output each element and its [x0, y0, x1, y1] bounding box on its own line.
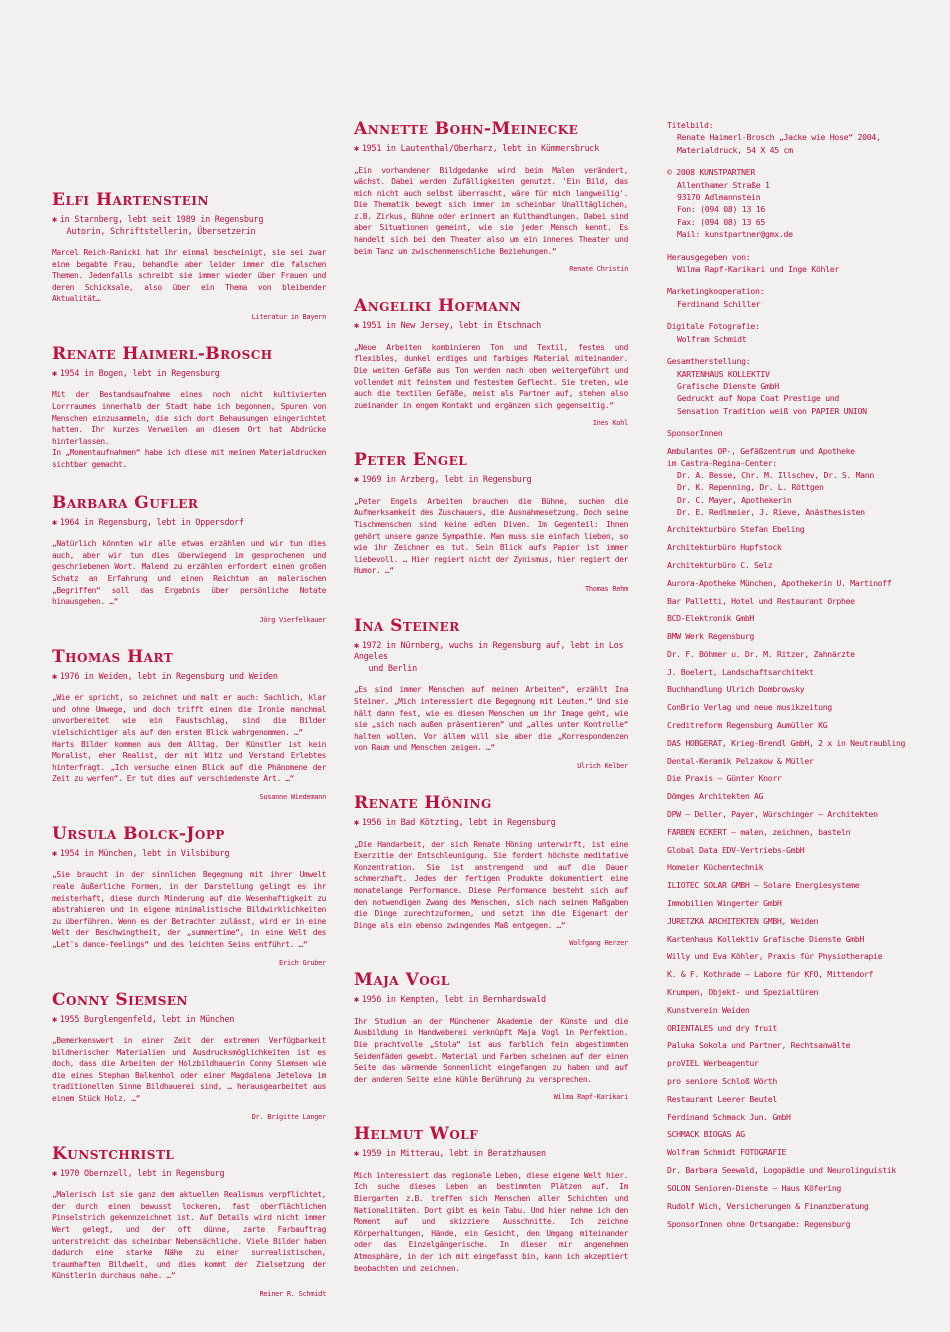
sponsor-item: ILIOTEC SOLAR GMBH – Solare Energiesysteme	[667, 880, 860, 891]
imprint-line: Fon: (094 08) 13 16	[677, 204, 765, 215]
artist-bio	[354, 640, 628, 675]
artist-entry	[52, 190, 326, 322]
artist-bio-text: 1972 in Nürnberg, wuchs in Regensburg auf, lebt in Los Angeles und Berlin	[354, 639, 624, 673]
artist-quote: Ihr Studium an der Münchener Akademie der Künste und die Ausbildung in Handweberei verknüpft Maja Vogl in Perfektion. Die prachtvolle „Stola“ ist aus farblich fein abgestimmten Seidenfäden gewebt. Material und Farben scheinen auf der einen Seite das wärmende Sonnenlicht eingefangen zu haben und auf der anderen Seite eine kühle Berührung zu versprechen.	[354, 1016, 628, 1084]
imprint-heading: © 2008 KUNSTPARTNER	[667, 167, 755, 178]
quote-author: Susanne Wiedemann	[259, 792, 326, 801]
quote-author: Ulrich Kelber	[577, 762, 628, 771]
imprint-heading: Digitale Fotografie:	[667, 321, 760, 332]
artist-bio-text: 1969 in Arzberg, lebt in Regensburg	[361, 474, 532, 485]
imprint-line: Fax: (094 08) 13 65	[677, 216, 765, 227]
artist-entry	[52, 990, 326, 1122]
artist-entry	[354, 1124, 628, 1274]
artist-column-middle	[354, 119, 628, 1296]
artist-bio	[354, 994, 628, 1006]
artist-bio-text: 1954 in Bogen, lebt in Regensburg	[59, 367, 220, 378]
artist-bio	[52, 848, 326, 860]
sponsor-item: Homeier Küchentechnik	[667, 862, 764, 873]
artist-bio	[52, 1014, 326, 1026]
artist-bio-text: 1956 in Bad Kötzting, lebt in Regensburg	[361, 817, 556, 828]
imprint-block	[667, 355, 879, 417]
sponsor-item: Aurora-Apotheke München, Apothekerin U. Martinoff	[667, 577, 892, 588]
sponsor-item: Architekturbüro Hupfstock	[667, 542, 782, 553]
artist-bio-text: 1964 in Regensburg, lebt in Oppersdorf	[59, 516, 244, 527]
sponsor-main-location: im Castra-Regina-Center:	[667, 457, 777, 468]
sponsor-sub-item: Dr. A. Besse, Chr. M. Illschev, Dr. S. Mann	[677, 470, 874, 481]
sponsor-item: ORIENTALES und dry fruit	[667, 1022, 777, 1033]
imprint-block	[667, 251, 879, 276]
artist-name: Ina Steiner	[354, 615, 460, 636]
quote-author: Literatur in Bayern	[251, 312, 326, 321]
artist-name: Peter Engel	[354, 450, 468, 471]
imprint	[667, 119, 879, 417]
sponsor-item: Wolfram Schmidt FOTOGRAFIE	[667, 1147, 787, 1158]
quote-author: Reiner R. Schmidt	[259, 1289, 326, 1298]
sponsor-item: FARBEN ECKERT – malen, zeichnen, basteln	[667, 826, 851, 837]
imprint-line: Materialdruck, 54 X 45 cm	[677, 144, 793, 155]
imprint-line: Gedruckt auf Nopa Coat Prestige und	[677, 393, 840, 404]
artist-name: Renate Höning	[354, 793, 492, 814]
artist-name: Conny Siemsen	[52, 989, 189, 1010]
artist-entry	[354, 119, 628, 274]
artist-name: Kunstchristl	[52, 1143, 175, 1164]
artist-bio-text: in Starnberg, lebt seit 1989 in Regensburg Autorin, Schriftstellerin, Übersetzerin	[59, 214, 264, 236]
sponsor-item: Ferdinand Schmack Jun. GmbH	[667, 1111, 791, 1122]
artist-entry	[354, 616, 628, 771]
quote-author: Jörg Vierfelkauer	[259, 615, 326, 624]
artist-quote: „Bemerkenswert in einer Zeit der extremen Verfügbarkeit bildnerischer Materialien und Ausdrucksmöglichkeiten ist es doch, dass die Arbeiten der Holzbildhauerin Conny Siemsen wie die eines Stephan Balkenhol oder einer Magdalena Jetelova im traditionellen Sinne Bildhauerei sind, … herausgearbeitet aus einem Stück Holz. …“	[52, 1036, 326, 1104]
imprint-block	[667, 166, 879, 240]
artist-bio	[52, 517, 326, 529]
sponsor-item: DAS HOBGERAT, Krieg-Brendl GmbH, 2 x in Neutraubling	[667, 737, 906, 748]
artist-quote: „Wie er spricht, so zeichnet und malt er auch: Sachlich, klar und ohne Umwege, und doch trifft einen die Ironie manchmal unvorbereitet wie ein Faustschlag, sind die Bilder vielschichtiger als auf den ersten Blick wahrgenommen. …“ Harts Bilder kommen aus dem Alltag. Der Künstler ist kein Moralist, eher Realist, der mit Witz und Verstand Erlebtes hinterfragt. „Ich versuche einen Blick auf die Phänomene der Zeit zu werfen“. Er tut dies auf verschiedenste Art. …“	[52, 693, 326, 784]
artist-entry	[52, 647, 326, 802]
sponsor-item: Krumpen, Objekt- und Spezialtüren	[667, 987, 819, 998]
star-icon: ✱	[52, 847, 57, 858]
sponsor-item: ConBrio Verlag und neue musikzeitung	[667, 702, 832, 713]
imprint-line: Wolfram Schmidt	[677, 333, 747, 344]
sponsor-sub-list	[667, 469, 879, 518]
sponsor-sub-item: Dr. K. Repenning, Dr. L. Röttgen	[677, 482, 824, 493]
sponsor-item: SOLON Senioren-Dienste – Haus Köfering	[667, 1182, 842, 1193]
artist-quote: „Sie braucht in der sinnlichen Begegnung mit ihrer Umwelt reale äußerliche Formen, in der Darstellung gelingt es ihr meisterhaft, diese durch Minderung auf die Wesenhaftigkeit zu abstrahieren und in eigene minimalistische Bildwirklichkeiten zu überführen. Wenn es der Betrachter zulässt, wird er in eine Welt der Beschwingtheit, der „summertime“, in eine Welt des „Let's dance-feelings“ und des leichten Seins entführt. …“	[52, 870, 326, 949]
quote-author: Dr. Brigitte Langer	[251, 1112, 326, 1121]
sponsor-item: SCHMACK BIOGAS AG	[667, 1129, 745, 1140]
sponsors-heading: SponsorInnen	[667, 428, 723, 439]
artist-bio	[354, 320, 628, 332]
artist-name: Ursula Bolck-Jopp	[52, 823, 225, 844]
sponsor-item: Die Praxis – Günter Knorr	[667, 773, 782, 784]
star-icon: ✱	[354, 817, 359, 828]
imprint-line: Grafische Dienste GmbH	[677, 380, 779, 391]
imprint-line: 93170 Adlmannstein	[677, 192, 761, 203]
imprint-heading: Herausgegeben von:	[667, 251, 751, 262]
artist-bio-text: 1956 in Kempten, lebt in Bernhardswald	[361, 994, 546, 1005]
artist-entry	[354, 296, 628, 428]
sponsor-main: Ambulantes OP-, Gefäßzentrum und Apotheke	[667, 445, 855, 456]
artist-quote: „Ein vorhandener Bildgedanke wird beim Malen verändert, wächst. Dabei werden Zufälligkeiten genutzt. 'Ein Bild, das mich nicht auch selbst überrascht, wäre für mich langweilig'. Die Thematik bewegt sich immer im scheinbar Unalltäglichen, z.B. Zirkus, Bühne oder erinnert an Kulthandlungen. Dabei sind aber Situationen gemeint, wie sie jeder Mensch kennt. Es handelt sich bei dem Theater also um ein inneres Theater und beim Tanz um zwischenmenschliche Beziehungen.“	[354, 165, 628, 256]
artist-bio	[354, 143, 628, 155]
star-icon: ✱	[52, 214, 57, 224]
artist-entry	[52, 1144, 326, 1299]
artist-bio	[52, 1168, 326, 1180]
artist-bio	[354, 1148, 628, 1160]
artist-bio-text: 1951 in New Jersey, lebt in Etschnach	[361, 320, 542, 331]
artist-name: Barbara Gufler	[52, 492, 199, 513]
sponsor-item: pro seniore Schloß Wörth	[667, 1076, 777, 1087]
artist-bio	[52, 671, 326, 683]
star-icon: ✱	[354, 320, 359, 331]
artist-name: Renate Haimerl-Brosch	[52, 343, 273, 364]
artist-bio-text: 1976 in Weiden, lebt in Regensburg und Weiden	[59, 670, 278, 681]
quote-author: Ines Kohl	[592, 419, 628, 428]
imprint-block	[667, 320, 879, 345]
sponsor-item: Dr. F. Böhmer u. Dr. M. Ritzer, Zahnärzte	[667, 648, 855, 659]
sponsor-item: JURETZKA ARCHITEKTEN GMBH, Weiden	[667, 915, 819, 926]
sponsor-item: Dental-Keramik Pelzakow & Müller	[667, 755, 814, 766]
sponsor-list	[667, 523, 906, 1212]
imprint-line: Sensation Tradition weiß von PAPIER UNION	[677, 405, 867, 416]
imprint-heading: Titelbild:	[667, 120, 714, 130]
imprint-heading: Marketingkooperation:	[667, 286, 765, 297]
sponsor-item: Dr. Barbara Seewald, Logopädie und Neurolinguistik	[667, 1165, 896, 1175]
artist-column-left	[52, 190, 326, 1321]
star-icon: ✱	[52, 516, 57, 527]
star-icon: ✱	[52, 367, 57, 378]
sponsor-sub-item: Dr. C. Mayer, Apothekerin	[677, 494, 792, 505]
artist-name: Maja Vogl	[354, 970, 450, 991]
star-icon: ✱	[354, 639, 359, 650]
artist-entry	[354, 970, 628, 1102]
sponsor-item: K. & F. Kothrade – Labore für KFO, Mittendorf	[667, 969, 874, 980]
artist-bio	[52, 214, 326, 237]
artist-bio-text: 1970 Obernzell, lebt in Regensburg	[59, 1167, 225, 1178]
artist-bio	[354, 817, 628, 829]
star-icon: ✱	[354, 1148, 359, 1159]
artist-quote: „Peter Engels Arbeiten brauchen die Bühne, suchen die Aufmerksamkeit des Zuschauers, die Ausnahmesetzung. Doch seine Tischmenschen sind keine edlen Diven. Im Gegenteil: Ihnen gehört unsere ganze Sympathie. Man muss sie einfach lieben, so wie ihr Zeichner es tut. Sein Blick aufs Papier ist immer liebevoll. … Hier regiert nicht der Zynismus, hier regiert der Humor. …“	[354, 496, 628, 576]
artist-quote: „Es sind immer Menschen auf meinen Arbeiten“, erzählt Ina Steiner. „Mich interessiert die Begegnung mit Leuten.“ Und sie hält dann fest, wie es diesen Menschen um ihr Image geht, wie sie „sich nach außen präsentieren“ und „alles unter Kontrolle“ halten wollen. Vor allem will sie aber die „Korrespondenzen von Raum und Menschen zeigen. …“	[354, 685, 628, 753]
imprint-line: Renate Haimerl-Brosch „Jacke wie Hose“ 2004,	[677, 132, 881, 143]
artist-quote: „Natürlich könnten wir alle etwas erzählen und wir tun dies auch, aber wir tun dies überwiegend im gesprochenen und geschriebenen Wort. Malend zu erzählen erfordert einen großen Schatz an Erfahrung und einen Reichtum an malerischen „Begriffen“ soll das Ergebnis über persönliche Notate hinausgehen. …“	[52, 539, 326, 607]
artist-bio	[354, 474, 628, 486]
artist-entry	[354, 793, 628, 948]
star-icon: ✱	[52, 1167, 57, 1178]
sponsor-item: DPW – Deller, Payer, Würschinger – Architekten	[667, 809, 878, 820]
imprint-line: Wilma Rapf-Karikari und Inge Köhler	[677, 264, 840, 275]
artist-quote: Marcel Reich-Ranicki hat ihr einmal bescheinigt, sie sei zwar eine begabte Frau, behandle aber leider immer die falschen Themen. Jedenfalls schreibt sie immer wieder über Frauen und deren Schicksale, also über ein Thema von bleibender Aktualität…	[52, 248, 326, 304]
artist-name: Helmut Wolf	[354, 1124, 479, 1145]
sponsor-item: proVIEL Werbeagentur	[667, 1058, 759, 1069]
star-icon: ✱	[52, 670, 57, 681]
artist-quote: „Die Handarbeit, der sich Renate Höning unterwirft, ist eine Exerzitie der Entschleunigung. Sie fordert höchste meditative Konzentration. Sie ist anstrengend und auf die Dauer schmerzhaft. Jedes der fertigen Produkte dokumentiert eine monatelange Performance. Diese Performance besteht sich auf den notwendigen Zwang des Menschen, sich nach seinen Maßgaben die Dinge zurechtzuformen, und setzt ihm die Eigenart der Dinge als ein ebenso zwingendes Maß entgegen. …“	[354, 839, 628, 930]
artist-bio-text: 1959 in Mitterau, lebt in Beratzhausen	[361, 1148, 546, 1159]
sponsor-item: Creditreform Regensburg Aumüller KG	[667, 720, 828, 731]
artist-name: Thomas Hart	[52, 646, 174, 667]
artist-quote: Mich interessiert das regionale Leben, diese eigene Welt hier. Ich suche dieses Leben an bestimmten Plätzen auf. Im Biergarten z.B. treffen sich Menschen aller Schichten und Nationalitäten. Dort gibt es kein Tabu. Und hier nehme ich den Moment auf und skizziere Ausschnitte. Ich zeichne Körperhaltungen, Hände, ein Gesicht, den Umgang miteinander oder das Einzelgängerische. In dieser mir angenehmen Atmosphäre, in der ich mit eingefasst bin, kann ich akzeptiert beobachten und zeichnen.	[354, 1170, 628, 1273]
sponsor-item: Willy und Eva Köhler, Praxis für Physiotherapie	[667, 951, 883, 962]
sponsor-item: Paluka Sokola und Partner, Rechtsanwälte	[667, 1040, 851, 1051]
sponsor-item: Bar Palletti, Hotel und Restaurant Orphee	[667, 595, 855, 606]
sponsor-item: Buchhandlung Ulrich Dombrowsky	[667, 684, 805, 695]
star-icon: ✱	[354, 994, 359, 1005]
artist-bio-text: 1951 in Lautenthal/Oberharz, lebt in Kümmersbruck	[361, 143, 600, 153]
quote-author: Thomas Rehm	[584, 584, 628, 593]
artist-bio-text: 1954 in München, lebt in Vilsbiburg	[59, 847, 230, 858]
sponsor-item: Global Data EDV-Vertriebs-GmbH	[667, 844, 805, 855]
sponsor-item: Architekturbüro C. Selz	[667, 559, 773, 570]
imprint-block	[667, 119, 879, 156]
sponsor-item: Rudolf Wich, Versicherungen & Finanzberatung	[667, 1200, 869, 1211]
star-icon: ✱	[354, 143, 359, 153]
sponsor-item: Architekturbüro Stefan Ebeling	[667, 524, 805, 535]
sponsor-footer-note: SponsorInnen ohne Ortsangabe: Regensburg	[667, 1218, 851, 1229]
artist-quote: „Malerisch ist sie ganz dem aktuellen Realismus verpflichtet, der durch einen bewusst lockeren, fast oberflächlichen Pinselstrich gekennzeichnet ist. Auf Details wird nicht immer Wert gelegt, und der oft dünne, zarte Farbauftrag unterstreicht das scheinbar Nebensächliche. Viele Bilder haben dadurch eine starke Nähe zu einer surrealistischen, traumhaften Bildwelt, und dies kommt der Zielsetzung der Künstlerin durchaus nahe. …“	[52, 1190, 326, 1281]
sponsor-item: BMW Werk Regensburg	[667, 631, 755, 642]
artist-name: Annette Bohn-Meinecke	[354, 119, 579, 139]
quote-author: Wolfgang Herzer	[569, 939, 628, 948]
artist-entry	[52, 344, 326, 471]
artist-quote: „Neue Arbeiten kombinieren Ton und Textil, festes und flexibles, dunkel erdiges und farbiges Material miteinander. Die weiten Gefäße aus Ton werden nach oben weitergeführt und vollendet mit feinstem und festestem Geflecht. Sie treten, wie auch die textilen Gefäße, meist als Partner auf, stehen also zueinander in engem Kontakt und ergänzen sich gegenseitig.“	[354, 342, 628, 410]
artist-entry	[52, 493, 326, 625]
artist-name: Angeliki Hofmann	[354, 296, 522, 317]
imprint-block	[667, 285, 879, 310]
quote-author: Renate Christin	[569, 265, 628, 274]
quote-author: Erich Gruber	[279, 958, 326, 967]
imprint-line: Ferdinand Schiller	[677, 298, 761, 309]
sponsor-item: Dömges Architekten AG	[667, 791, 764, 802]
artist-bio	[52, 368, 326, 380]
imprint-line: Allenthamer Straße 1	[677, 179, 770, 190]
sponsor-item: J. Boelert, Landschaftsarchitekt	[667, 666, 814, 677]
sponsor-item: Immobilien Wingerter GmbH	[667, 898, 782, 909]
star-icon: ✱	[52, 1013, 57, 1024]
artist-entry	[354, 450, 628, 594]
artist-quote: Mit der Bestandsaufnahme eines noch nicht kultivierten Lorrraumes innerhalb der Stadt habe ich begonnen, Spuren von Menschen einzusammeln, die sich dort Behausungen eingerichtet hatten. Ihr kurzes Verweilen an diesem Ort hat Abdrücke hinterlassen. In „Momentaufnahmen“ habe ich diese mit meinen Materialdrucken sichtbar gemacht.	[52, 390, 326, 470]
imprint-line: KARTENHAUS KOLLEKTIV	[677, 368, 770, 379]
sponsor-item: Kartenhaus Kollektiv Grafische Dienste GmbH	[667, 933, 864, 944]
star-icon: ✱	[354, 474, 359, 485]
sponsor-item: Restaurant Leerer Beutel	[667, 1093, 777, 1104]
sponsor-item: Kunstverein Weiden	[667, 1004, 750, 1015]
sponsor-item: BCD-Elektronik GmbH	[667, 613, 755, 624]
artist-entry	[52, 824, 326, 968]
imprint-line: Mail: kunstpartner@gmx.de	[677, 229, 793, 240]
artist-bio-text: 1955 Burglengenfeld, lebt in München	[59, 1013, 235, 1024]
sponsor-sub-item: Dr. E. Redlmeier, J. Rieve, Anästhesisten	[677, 507, 865, 518]
imprint-column	[667, 119, 906, 1236]
imprint-heading: Gesamtherstellung:	[667, 356, 751, 367]
quote-author: Wilma Rapf-Karikari	[553, 1093, 628, 1102]
artist-name: Elfi Hartenstein	[52, 190, 209, 210]
